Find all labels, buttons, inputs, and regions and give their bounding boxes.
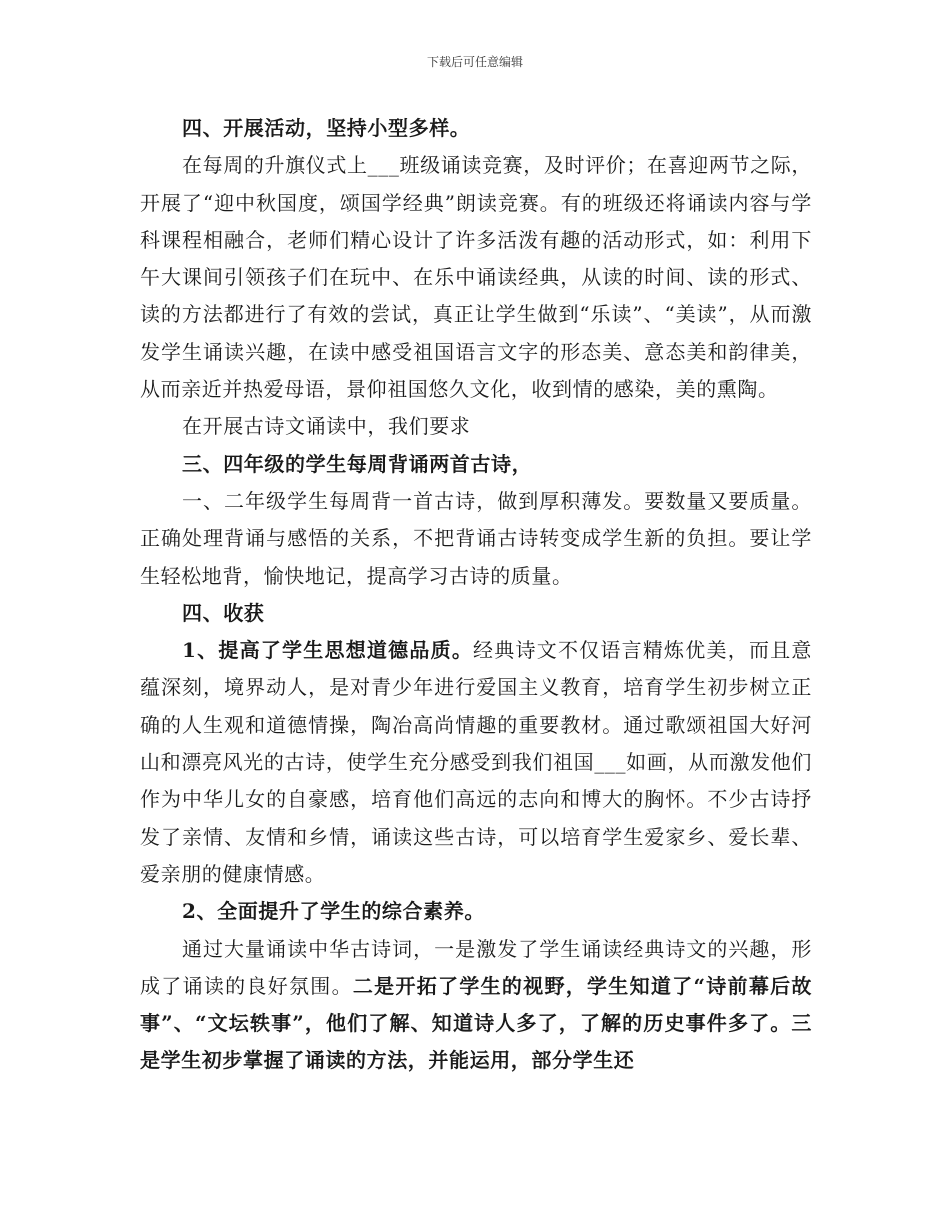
heading-text: 2、全面提升了学生的综合素养。: [182, 899, 485, 924]
paragraph-grade-one-two: [140, 483, 812, 595]
paragraph-text: 在每周的升旗仪式上___班级诵读竞赛，及时评价；在喜迎两节之际，开展了“迎中秋国度，颂国学经典”朗读竞赛。有的班级还将诵读内容与学科课程相融合，老师们精心设计了许多活泼有趣的活动形式，如：利用下午大课间引领孩子们在玩中、在乐中诵读经典，从读的时间、读的形式、读的方法都进行了有效的尝试，真正让学生做到“乐读”、“美读”，从而激发学生诵读兴趣，在读中感受祖国语言文字的形态美、意态美和韵律美，从而亲近并热爱母语，景仰祖国悠久文化，收到情的感染，美的熏陶。: [140, 153, 812, 402]
paragraph-activities: [140, 147, 812, 408]
section-heading-harvest: [140, 595, 812, 632]
heading-text: 四、开展活动，坚持小型多样。: [182, 116, 471, 140]
heading-text: 四、收获: [182, 600, 265, 625]
paragraph-text: 在开展古诗文诵读中，我们要求: [182, 414, 471, 439]
section-heading-activities: [140, 110, 812, 147]
page-header: 下载后可任意编辑: [426, 55, 523, 69]
paragraph-grade-three-four: [140, 446, 812, 483]
paragraph-requirement-intro: [140, 408, 812, 445]
paragraph-comprehensive: [140, 931, 812, 1080]
paragraph-text: 通过大量诵读中华古诗词，一是激发了学生诵读经典诗文的兴趣，形成了诵读的良好氛围。: [140, 936, 812, 998]
paragraph-moral-quality: [140, 632, 812, 893]
bold-lead: 1、提高了学生思想道德品质。: [182, 638, 474, 663]
paragraph-text: 一、二年级学生每周背一首古诗，做到厚积薄发。要数量又要质量。正确处理背诵与感悟的关系，不把背诵古诗转变成学生新的负担。要让学生轻松地背，愉快地记，提高学习古诗的质量。: [140, 488, 812, 588]
bold-text: 二是开拓了学生的视野，学生知道了“诗前幕后故事”、“文坛轶事”，他们了解、知道诗人多了，了解的历史事件多了。三是学生初步掌握了诵读的方法，并能运用，部分学生还: [140, 973, 812, 1073]
section-heading-comprehensive: [140, 893, 812, 930]
document-body: [140, 110, 812, 1080]
bold-text: 三、四年级的学生每周背诵两首古诗，: [182, 451, 533, 476]
paragraph-text: 经典诗文不仅语言精炼优美，而且意蕴深刻，境界动人，是对青少年进行爱国主义教育，培育学生初步树立正确的人生观和道德情操，陶冶高尚情趣的重要教材。通过歌颂祖国大好河山和漂亮风光的古诗，使学生充分感受到我们祖国___如画，从而激发他们作为中华儿女的自豪感，培育他们高远的志向和博大的胸怀。不少古诗抒发了亲情、友情和乡情，诵读这些古诗，可以培育学生爱家乡、爱长辈、爱亲朋的健康情感。: [140, 638, 812, 886]
